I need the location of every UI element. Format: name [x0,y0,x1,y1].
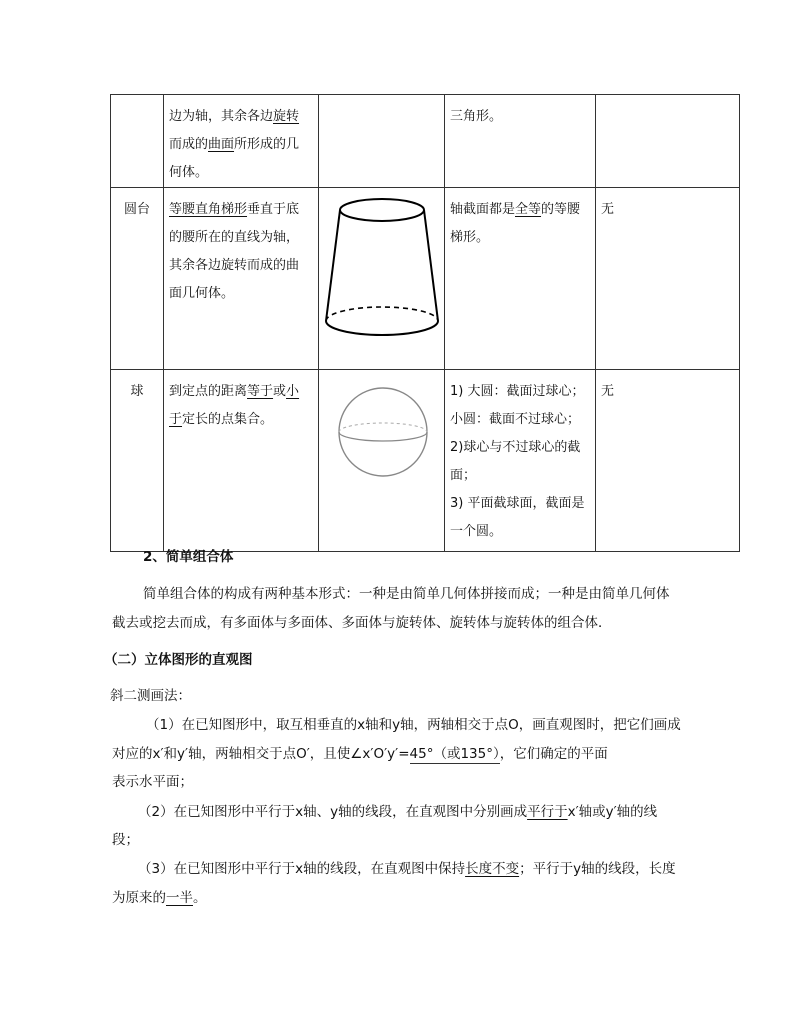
row-name: 球 [111,370,164,552]
row-figure [319,188,445,370]
text-span: 1) 大圆：截面过球心； [450,384,585,399]
sphere-figure [319,370,444,540]
step-2-line [138,803,657,821]
row-property [445,95,596,188]
text-span: 的腰所在的直线为轴， [169,230,300,245]
text-span: 何体。 [169,165,209,180]
text-span: ；平行于y轴的线段，长度 [519,861,676,877]
cell-line [450,378,590,406]
text-span: 垂直于底 [247,202,300,217]
table-row [111,188,740,370]
row-name: 圆台 [111,188,164,370]
text-span: 或 [273,384,287,399]
text-span: 面； [450,468,477,483]
text-span: 边为轴，其余各边 [169,109,274,124]
row-net [596,95,740,188]
underlined-span: 旋转 [273,109,300,124]
section-heading: （二）立体图形的直观图 [104,652,253,668]
text-span: 三角形。 [450,109,503,124]
text-span: 面几何体。 [169,286,235,301]
row-name [111,95,164,188]
step-1-line: （1）在已知图形中，取互相垂直的x轴和y轴，两轴相交于点O，画直观图时，把它们画成 [146,717,681,733]
row-figure [319,95,445,188]
text-span: 而成的 [169,137,209,152]
section-heading: 2、简单组合体 [143,549,234,565]
text-span: 轴截面都是 [450,202,516,217]
cell-line [450,490,590,518]
text-span: 其余各边旋转而成的曲 [169,258,300,273]
row-net: 无 [596,370,740,552]
row-definition [164,370,319,552]
text-span: 对应的x′和y′轴，两轴相交于点O′，且使∠x′O′y′= [112,746,410,762]
frustum-figure [319,188,444,358]
text-span: 所形成的几 [234,137,300,152]
step-3-line [138,860,676,878]
underlined-span: 全等 [515,202,542,217]
underlined-span: 平行于 [527,804,568,820]
row-property [445,370,596,552]
paragraph-line: 简单组合体的构成有两种基本形式：一种是由简单几何体拼接而成；一种是由简单几何体 [143,586,670,602]
text-span: 的等腰 [541,202,581,217]
row-definition [164,188,319,370]
underlined-span: 45°（或135°） [409,746,500,762]
row-property [445,188,596,370]
cell-line [169,224,313,252]
paragraph-line: 斜二测画法： [110,688,191,704]
text-span: 到定点的距离 [169,384,248,399]
step-1-line [112,745,608,763]
geometry-table [110,94,740,552]
cell-line [169,378,313,406]
step-3-line [112,889,207,907]
cell-line [450,224,590,252]
underlined-span: 长度不变 [465,861,520,877]
underlined-span: 一半 [166,890,193,906]
text-span: 。 [193,890,207,906]
cell-line [450,518,590,546]
cell-line [169,196,313,224]
cell-line [450,406,590,434]
cell-line [169,159,313,187]
cell-line [169,252,313,280]
table-row [111,370,740,552]
text-span: 梯形。 [450,230,490,245]
cell-line [450,196,590,224]
underlined-span: 曲面 [208,137,235,152]
underlined-span: 于 [169,412,183,427]
text-span: 一个圆。 [450,524,503,539]
text-span: （2）在已知图形中平行于x轴、y轴的线段，在直观图中分别画成 [138,804,528,820]
text-span: 3) 平面截球面，截面是 [450,496,585,511]
cell-line [169,103,313,131]
text-span: 为原来的 [112,890,166,906]
underlined-span: 等于 [247,384,274,399]
step-2-line: 段； [112,832,139,848]
text-span: （3）在已知图形中平行于x轴的线段，在直观图中保持 [138,861,466,877]
cell-line [169,406,313,434]
paragraph-line: 截去或挖去而成，有多面体与多面体、多面体与旋转体、旋转体与旋转体的组合体． [112,615,612,631]
cell-line [169,131,313,159]
text-span: 定长的点集合。 [182,412,274,427]
underlined-span: 等腰直角梯形 [169,202,248,217]
row-net: 无 [596,188,740,370]
text-span: ，它们确定的平面 [499,746,608,762]
cell-line [450,462,590,490]
row-figure [319,370,445,552]
step-1-line: 表示水平面； [112,774,193,790]
cell-line [169,280,313,308]
text-span: 小圆：截面不过球心； [450,412,581,427]
underlined-span: 小 [286,384,300,399]
text-span: x′轴或y′轴的线 [567,804,658,820]
text-span: 2)球心与不过球心的截 [450,440,581,455]
cell-line [450,103,590,131]
row-definition [164,95,319,188]
table-row [111,95,740,188]
cell-line [450,434,590,462]
